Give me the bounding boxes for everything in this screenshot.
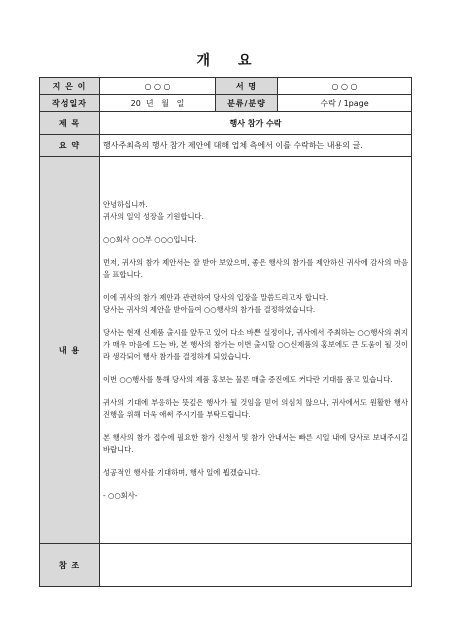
- signature-value: ○ ○ ○: [278, 78, 412, 95]
- summary-value: 행사주최측의 행사 참가 제안에 대해 업체 측에서 이를 수락하는 내용의 글.: [100, 135, 412, 157]
- author-value: ○ ○ ○: [100, 78, 216, 95]
- content-paragraph: 이에 귀사의 참가 제안과 관련하여 당사의 입장을 말씀드리고자 합니다. 당사는 귀사의 제안을 받아들여 ○○행사의 참가를 결정하였습니다.: [103, 292, 329, 314]
- content-paragraph: 당사는 현재 신제품 출시를 앞두고 있어 다소 바쁜 실정이나, 귀사에서 주최하는 ○○행사의 취지가 매우 마음에 드는 바, 본 행사의 참가는 이번 출시할 ○○신제품의 홍보에도 큰 도움이 될 것이라 생각되어 행사 참가를 결정하게 되었습니다.: [103, 327, 408, 361]
- content-paragraph: 귀사의 기대에 부응하는 뜻깊은 행사가 될 것임을 믿어 의심치 않으나, 귀사에서도 원활한 행사 진행을 위해 더욱 애써 주시기를 부탁드립니다.: [103, 397, 408, 419]
- row-author: [40, 78, 412, 95]
- content-paragraph: ○○회사 ○○부 ○○○입니다.: [103, 234, 197, 244]
- content-label: 내 용: [40, 157, 100, 544]
- row-subject: [40, 112, 412, 135]
- document-title: [0, 50, 450, 70]
- date-value: 20 년 월 일: [100, 95, 216, 112]
- title-char-1: 개: [196, 53, 212, 69]
- sign-off: - ○○회사-: [103, 490, 138, 500]
- subject-label: 제 목: [40, 112, 100, 135]
- reference-label: 참 조: [40, 544, 100, 587]
- row-content: [40, 157, 412, 544]
- content-body: [100, 157, 412, 544]
- content-paragraph: 성공적인 행사를 기대하며, 행사 일에 뵙겠습니다.: [103, 467, 261, 477]
- signature-label: 서 명: [216, 78, 278, 95]
- subject-value: 행사 참가 수락: [100, 112, 412, 135]
- author-label: 지 은 이: [40, 78, 100, 95]
- content-paragraph: 안녕하십니까. 귀사의 일익 성장을 기원합니다.: [103, 199, 204, 221]
- date-label: 작성일자: [40, 95, 100, 112]
- row-date: [40, 95, 412, 112]
- category-label: 분류/분량: [216, 95, 278, 112]
- reference-value: [100, 544, 412, 587]
- content-paragraph: 이번 ○○행사를 통해 당사의 제품 홍보는 물론 매출 증진에도 커다란 기대를 품고 있습니다.: [103, 374, 393, 384]
- summary-label: 요 약: [40, 135, 100, 157]
- row-summary: [40, 135, 412, 157]
- content-paragraph: 본 행사의 참가 접수에 필요한 참가 신청서 및 참가 안내서는 빠른 시일 내에 당사로 보내주시길 바랍니다.: [103, 432, 408, 454]
- content-paragraph: 먼저, 귀사의 참가 제안서는 잘 받아 보았으며, 좋은 행사의 참가를 제안하신 귀사에 감사의 마음을 표합니다.: [103, 257, 408, 279]
- row-reference: [40, 544, 412, 587]
- overview-form-table: [39, 77, 412, 587]
- category-value: 수락 / 1page: [278, 95, 412, 112]
- title-char-2: 요: [238, 53, 254, 69]
